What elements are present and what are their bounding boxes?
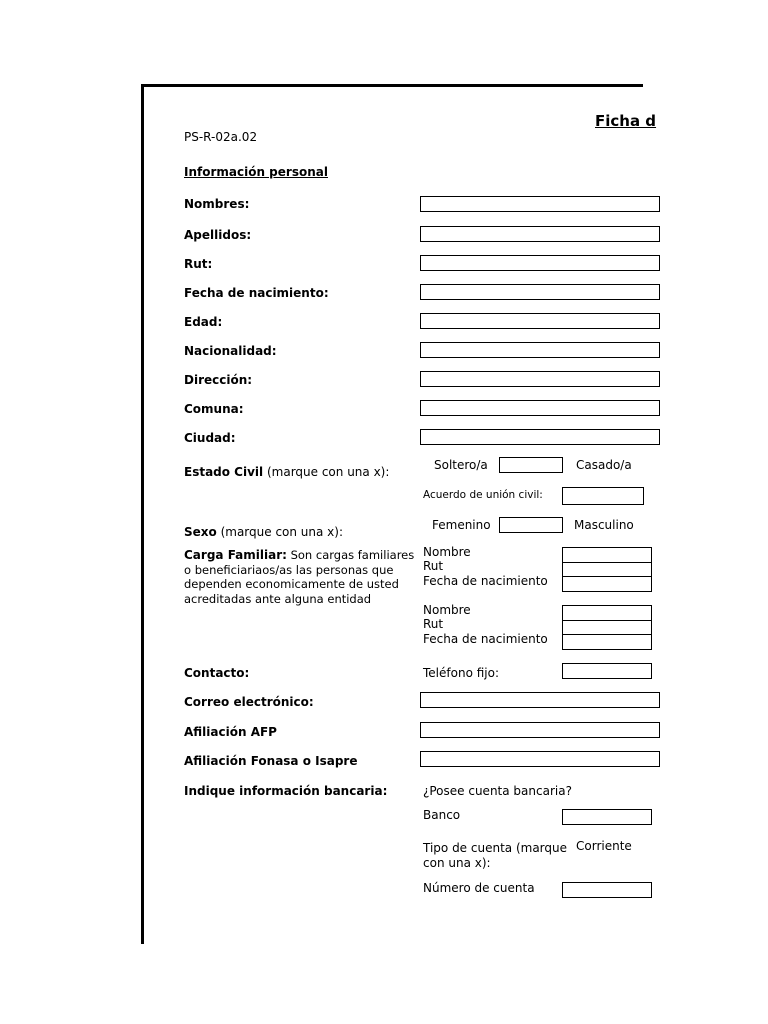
- estado-civil-note: (marque con una x):: [263, 465, 390, 479]
- field-label-comuna: Comuna:: [184, 402, 244, 416]
- correo-input[interactable]: [420, 692, 660, 708]
- banco-input[interactable]: [562, 809, 652, 825]
- nombres-input[interactable]: [420, 196, 660, 212]
- carga1-rut-label: Rut: [423, 559, 444, 573]
- comuna-input[interactable]: [420, 400, 660, 416]
- carga1-fecha-label: Fecha de nacimiento: [423, 574, 548, 588]
- numero-cuenta-input[interactable]: [562, 882, 652, 898]
- option-casado: Casado/a: [576, 458, 632, 472]
- field-label-rut: Rut:: [184, 257, 213, 271]
- telefono-fijo-label: Teléfono fijo:: [423, 666, 499, 680]
- form-sheet: [141, 84, 657, 944]
- option-corriente: Corriente: [576, 839, 632, 853]
- salud-label: Afiliación Fonasa o Isapre: [184, 754, 358, 768]
- ciudad-input[interactable]: [420, 429, 660, 445]
- salud-input[interactable]: [420, 751, 660, 767]
- rut-input[interactable]: [420, 255, 660, 271]
- soltero-checkbox[interactable]: [499, 457, 563, 473]
- option-masculino: Masculino: [574, 518, 634, 532]
- femenino-checkbox[interactable]: [499, 517, 563, 533]
- sexo-label: [184, 521, 343, 540]
- carga-familiar-desc: Son cargas familiares o beneficiariaos/as las personas que dependen economicamente de usted acreditadas ante alguna entidad: [184, 548, 415, 606]
- banco-section-label: Indique información bancaria:: [184, 784, 388, 798]
- field-label-nacionalidad: Nacionalidad:: [184, 344, 277, 358]
- estado-civil-label: [184, 461, 389, 480]
- form-title: Ficha d: [595, 112, 657, 130]
- carga-familiar-title: Carga Familiar:: [184, 548, 287, 562]
- field-label-fecha-nacimiento: Fecha de nacimiento:: [184, 286, 329, 300]
- field-label-nombres: Nombres:: [184, 197, 250, 211]
- estado-civil-title: Estado Civil: [184, 465, 264, 479]
- telefono-fijo-input[interactable]: [562, 663, 652, 679]
- banco-label: Banco: [423, 808, 461, 822]
- union-civil-checkbox[interactable]: [562, 487, 644, 505]
- posee-cuenta-label: ¿Posee cuenta bancaria?: [423, 784, 572, 798]
- sexo-note: (marque con una x):: [216, 525, 344, 539]
- sexo-title: Sexo: [184, 525, 217, 539]
- fecha-nacimiento-input[interactable]: [420, 284, 660, 300]
- option-femenino: Femenino: [432, 518, 491, 532]
- field-label-edad: Edad:: [184, 315, 223, 329]
- section-heading: Información personal: [184, 165, 328, 179]
- carga2-nombre-input[interactable]: [562, 605, 652, 621]
- field-label-ciudad: Ciudad:: [184, 431, 236, 445]
- apellidos-input[interactable]: [420, 226, 660, 242]
- carga1-nombre-input[interactable]: [562, 547, 652, 563]
- carga2-rut-label: Rut: [423, 617, 444, 631]
- tipo-cuenta-label: Tipo de cuenta (marque con una x):: [423, 841, 567, 870]
- contacto-label: Contacto:: [184, 666, 250, 680]
- field-label-direccion: Dirección:: [184, 373, 253, 387]
- carga1-fecha-input[interactable]: [562, 576, 652, 592]
- carga2-fecha-label: Fecha de nacimiento: [423, 632, 548, 646]
- afp-input[interactable]: [420, 722, 660, 738]
- correo-label: Correo electrónico:: [184, 695, 314, 709]
- document-code: PS-R-02a.02: [184, 130, 258, 144]
- numero-cuenta-label: Número de cuenta: [423, 881, 535, 895]
- direccion-input[interactable]: [420, 371, 660, 387]
- carga2-nombre-label: Nombre: [423, 603, 471, 617]
- field-label-apellidos: Apellidos:: [184, 228, 252, 242]
- edad-input[interactable]: [420, 313, 660, 329]
- nacionalidad-input[interactable]: [420, 342, 660, 358]
- carga1-nombre-label: Nombre: [423, 545, 471, 559]
- afp-label: Afiliación AFP: [184, 725, 277, 739]
- option-soltero: Soltero/a: [434, 458, 488, 472]
- carga2-fecha-input[interactable]: [562, 634, 652, 650]
- carga-familiar-text: [184, 548, 416, 606]
- option-union-civil: Acuerdo de unión civil:: [423, 489, 543, 501]
